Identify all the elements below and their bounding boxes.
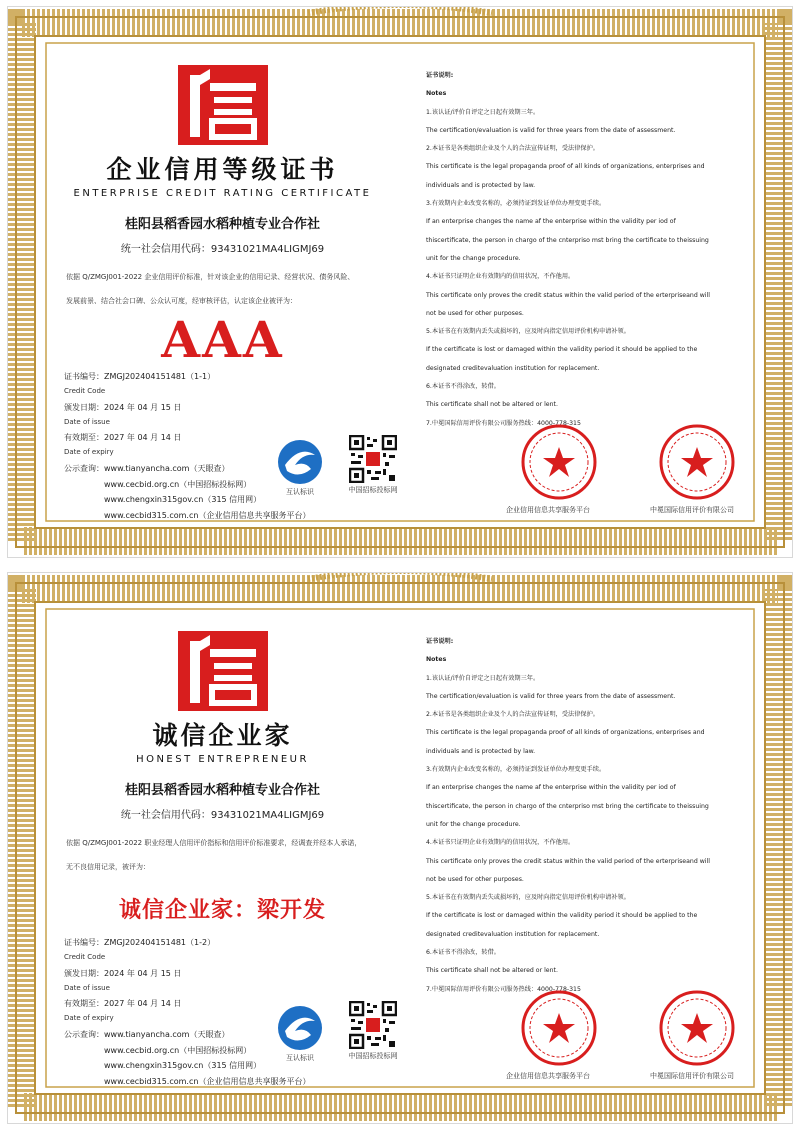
- issue-date-label-en: Date of issue: [64, 417, 110, 426]
- company-seal-caption: 中冕国际信用评价有限公司: [650, 506, 734, 514]
- certificate-title-en: ENTERPRISE CREDIT RATING CERTIFICATE: [73, 188, 372, 199]
- certificate-info: [64, 369, 215, 461]
- note-line: unit for the change procedure.: [426, 820, 521, 828]
- certificate-number: 证书编号：ZMGJ202404151481（1-1）: [64, 372, 216, 381]
- qr-code-mark: [338, 1001, 408, 1061]
- expiry-date: 有效期至：2027 年 04 月 14 日: [64, 433, 182, 443]
- note-line: 3.有效期内企业改变名称的，必须持证到发证单位办理变更手续。: [426, 766, 606, 774]
- credit-code: 统一社会信用代码：93431021MA4LIGMJ69: [120, 244, 325, 255]
- note-line: If the certificate is lost or damaged within the validity period it should be applied to the: [426, 912, 698, 920]
- certificate-info: [64, 935, 215, 1027]
- qr-code-label: 中国招标投标网: [348, 1052, 398, 1060]
- note-line: not be used for other purposes.: [426, 309, 524, 317]
- platform-seal-icon: [520, 423, 598, 501]
- note-line: Notes: [426, 90, 447, 98]
- note-line: The certification/evaluation is valid for three years from the date of assessment.: [426, 126, 676, 134]
- note-line: 4.本证书只证明企业有效期内的信用状况，不作他用。: [426, 273, 575, 281]
- note-line: 1.该认证/评价自评定之日起有效期三年。: [426, 674, 540, 682]
- qr-code-icon: [349, 435, 397, 483]
- issue-date-label-en: Date of issue: [64, 983, 110, 992]
- note-line: If the certificate is lost or damaged within the validity period it should be applied to the: [426, 346, 698, 354]
- basis-line: 发展前景、结合社会口碑、公众认可度，经审核评估，认定该企业被评为：: [66, 297, 297, 305]
- note-line: unit for the change procedure.: [426, 254, 521, 262]
- basis-line: 依据 Q/ZMGJ001-2022 企业信用评价标准，针对该企业的信用记录、经营状况、债务风险、: [66, 273, 355, 281]
- certificate-title: 企业信用等级证书: [106, 155, 339, 184]
- company-seal-icon: [658, 989, 736, 1067]
- certificate-left-panel: [50, 45, 398, 520]
- note-line: 5.本证书在有效期内丢失或损坏的，应及时向指定信用评价机构申请补领。: [426, 328, 630, 336]
- note-line: thiscertificate, the person in chargo of the cnterpriso mst bring the certificate to theissuing: [426, 236, 709, 244]
- issue-date: 颁发日期：2024 年 04 月 15 日: [64, 968, 182, 978]
- note-line: 3.有效期内企业改变名称的，必须持证到发证单位办理变更手续。: [426, 200, 606, 208]
- query-line: www.cecbid.org.cn（中国招标投标网）: [104, 1045, 252, 1055]
- platform-seal-icon: [520, 989, 598, 1067]
- credit-code-label-en: Credit Code: [64, 953, 106, 962]
- note-line: 4.本证书只证明企业有效期内的信用状况，不作他用。: [426, 839, 575, 847]
- expiry-date-label-en: Date of expiry: [64, 448, 114, 457]
- query-line: www.cecbid315.com.cn（企业信用信息共享服务平台）: [104, 1076, 311, 1086]
- note-line: This certificate is the legal propaganda proof of all kinds of organizations, enterprises and: [426, 729, 705, 737]
- xin-logo-icon: [178, 65, 268, 145]
- issue-date: 颁发日期：2024 年 04 月 15 日: [64, 402, 182, 412]
- organization-name: 桂阳县稻香园水稻种植专业合作社: [124, 783, 320, 798]
- note-line: 2.本证书是各类组织企业及个人的合法宣传证明，受法律保护。: [426, 145, 599, 153]
- query-line: www.cecbid.org.cn（中国招标投标网）: [104, 479, 252, 489]
- basis-line: 无不良信用记录，被评为：: [66, 863, 150, 871]
- query-line: 公示查询：www.tianyancha.com（天眼查）: [64, 464, 230, 473]
- mutual-recognition-label: 互认标识: [286, 1054, 314, 1062]
- qr-code-label: 中国招标投标网: [348, 486, 398, 494]
- note-line: This certificate only proves the credit status within the valid period of the erterpriseand will: [426, 291, 710, 299]
- query-line: 公示查询：www.tianyancha.com（天眼查）: [64, 1030, 230, 1039]
- note-line: 6.本证书不得涂改，转借。: [426, 949, 500, 957]
- company-seal-icon: [658, 423, 736, 501]
- note-line: Notes: [426, 656, 447, 664]
- note-line: 7.中冕国际信用评价有限公司服务热线：4000-778-315: [426, 419, 581, 427]
- certificate-body: [50, 611, 750, 1085]
- note-line: 证书说明:: [426, 72, 454, 79]
- credit-code-label-en: Credit Code: [64, 387, 106, 396]
- certificate-body: [50, 45, 750, 519]
- mutual-recognition-icon: [277, 1005, 323, 1051]
- note-line: designated creditevaluation institution for replacement.: [426, 930, 600, 938]
- note-line: designated creditevaluation institution for replacement.: [426, 364, 600, 372]
- mutual-recognition-label: 互认标识: [286, 488, 314, 496]
- expiry-date: 有效期至：2027 年 04 月 14 日: [64, 999, 182, 1009]
- platform-seal-caption: 企业信用信息共享服务平台: [506, 1072, 590, 1080]
- query-line: www.cecbid315.com.cn（企业信用信息共享服务平台）: [104, 510, 311, 520]
- note-line: 5.本证书在有效期内丢失或损坏的，应及时向指定信用评价机构申请补领。: [426, 894, 630, 902]
- expiry-date-label-en: Date of expiry: [64, 1014, 114, 1023]
- note-line: This certificate shall not be altered or lent.: [426, 401, 558, 409]
- qr-code-icon: [349, 1001, 397, 1049]
- certificate-title-en: HONEST ENTREPRENEUR: [136, 754, 309, 765]
- note-line: If an enterprise changes the name af the enterprise within the validity per iod of: [426, 784, 676, 792]
- certificate-number: 证书编号：ZMGJ202404151481（1-2）: [64, 938, 216, 947]
- mutual-recognition-mark: [270, 439, 330, 497]
- evaluation-basis: [66, 831, 376, 879]
- note-line: 证书说明:: [426, 638, 454, 645]
- note-line: This certificate only proves the credit status within the valid period of the erterpriseand will: [426, 857, 710, 865]
- basis-line: 依据 Q/ZMGJ001-2022 职业经理人信用评价指标和信用评价标准要求，经调查并经本人承诺，: [66, 839, 362, 847]
- note-line: thiscertificate, the person in chargo of the cnterpriso mst bring the certificate to theissuing: [426, 802, 709, 810]
- note-line: 6.本证书不得涂改，转借。: [426, 383, 500, 391]
- note-line: 7.中冕国际信用评价有限公司服务热线：4000-778-315: [426, 985, 581, 993]
- organization-name: 桂阳县稻香园水稻种植专业合作社: [124, 217, 320, 232]
- certificate-left-panel: [50, 611, 398, 1086]
- credit-code: 统一社会信用代码：93431021MA4LIGMJ69: [120, 810, 325, 821]
- xin-logo-icon: [178, 631, 268, 711]
- certificate-honest-entrepreneur: [8, 573, 792, 1123]
- company-seal-caption: 中冕国际信用评价有限公司: [650, 1072, 734, 1080]
- query-line: www.chengxin315gov.cn（315 信用网）: [104, 1061, 262, 1070]
- note-line: This certificate shall not be altered or lent.: [426, 967, 558, 975]
- platform-seal-caption: 企业信用信息共享服务平台: [506, 506, 590, 514]
- certificate-credit-rating: [8, 7, 792, 557]
- note-line: 2.本证书是各类组织企业及个人的合法宣传证明，受法律保护。: [426, 711, 599, 719]
- mutual-recognition-icon: [277, 439, 323, 485]
- note-line: The certification/evaluation is valid for three years from the date of assessment.: [426, 692, 676, 700]
- note-line: individuals and is protected by law.: [426, 747, 536, 755]
- certificate-title: 诚信企业家: [152, 721, 293, 750]
- evaluation-basis: [66, 265, 376, 313]
- credit-grade: AAA: [161, 310, 284, 369]
- query-line: www.chengxin315gov.cn（315 信用网）: [104, 495, 262, 504]
- note-line: If an enterprise changes the name af the enterprise within the validity per iod of: [426, 218, 676, 226]
- note-line: 1.该认证/评价自评定之日起有效期三年。: [426, 108, 540, 116]
- note-line: individuals and is protected by law.: [426, 181, 536, 189]
- honor-title: 诚信企业家：梁开发: [118, 897, 326, 923]
- note-line: not be used for other purposes.: [426, 875, 524, 883]
- mutual-recognition-mark: [270, 1005, 330, 1063]
- qr-code-mark: [338, 435, 408, 495]
- note-line: This certificate is the legal propaganda proof of all kinds of organizations, enterprises and: [426, 163, 705, 171]
